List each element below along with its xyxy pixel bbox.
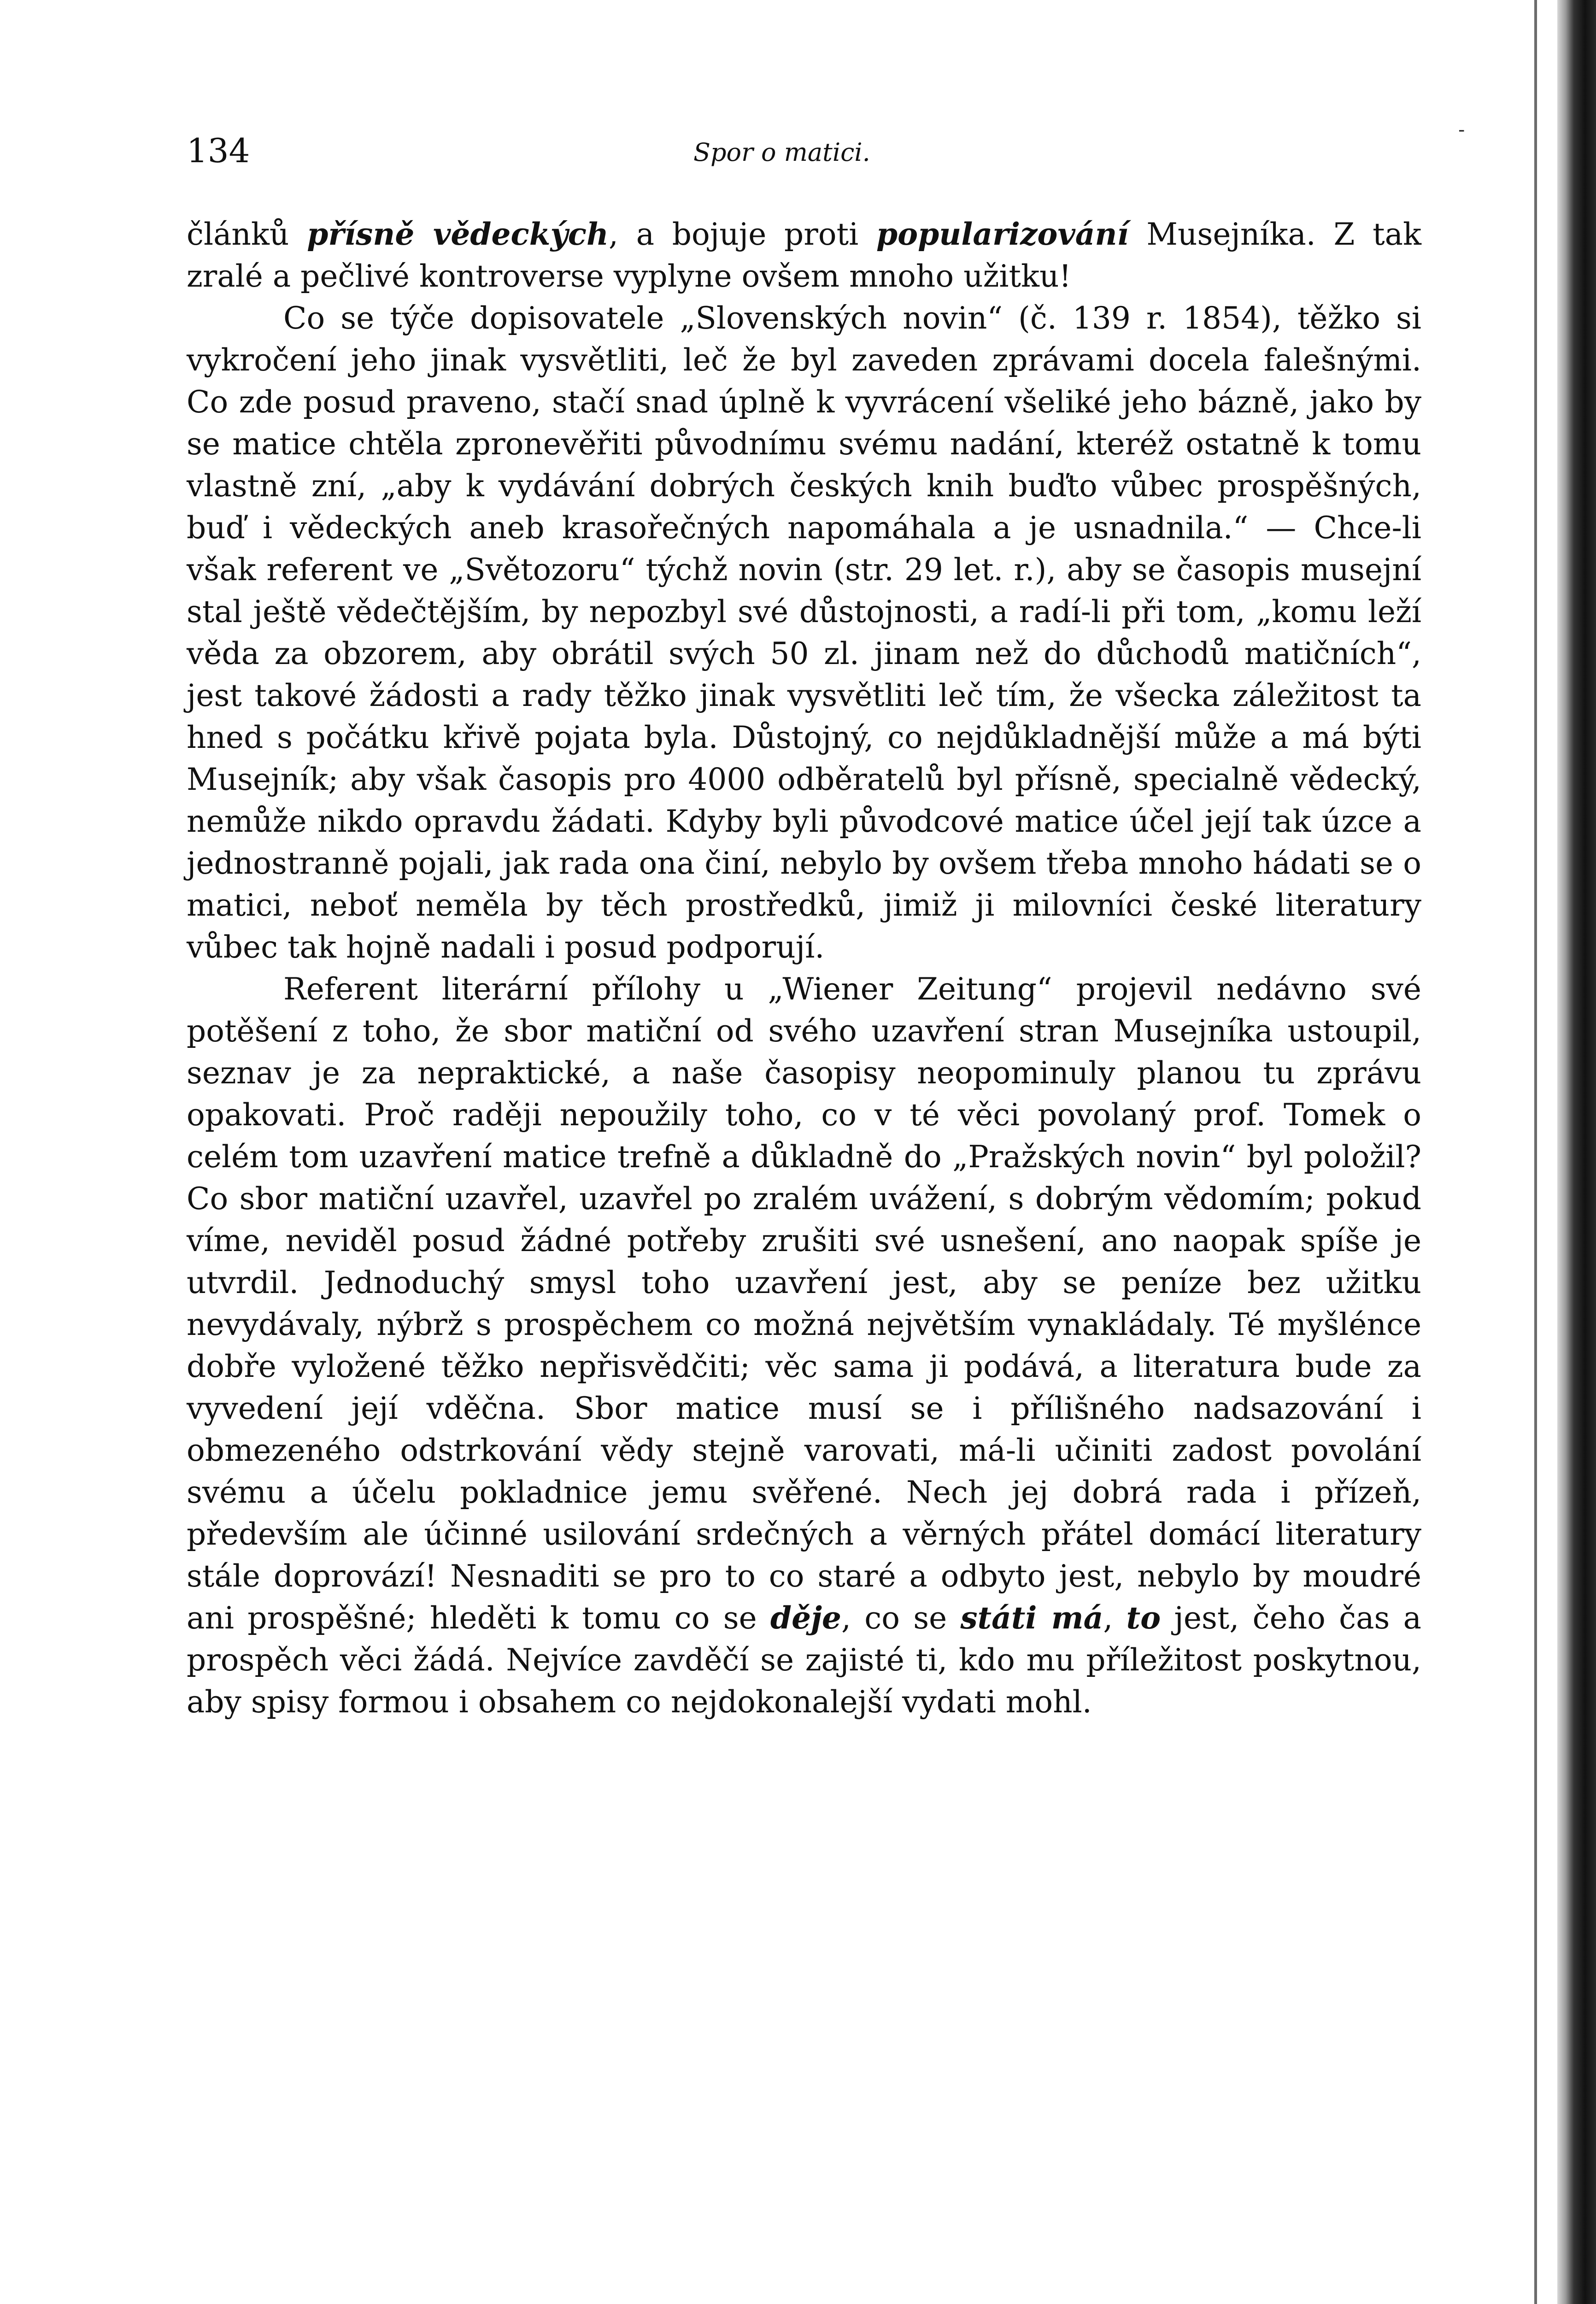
paragraph-2-text: Co se týče dopisovatele „Slovenských novin“ (č. 139 r. 1854), těžko si vykročení jeho jinak vysvětliti, leč že byl zaveden zprávami docela falešnými. Co zde posud praveno, stačí snad úplně k vyvrácení všeliké jeho bázně, jako by se matice chtěla zpronevěřiti původnímu svému nadání, kteréž ostatně k tomu vlastně zní, „aby k vydávání dobrých českých knih buďto vůbec prospěšných, buď i vědeckých aneb krasořečných napomáhala a je usnadnila.“ — Chce-li však referent ve „Světozoru“ týchž novin (str. 29 let. r.), aby se časopis musejní stal ještě vědečtějším, by nepozbyl své důstojnosti, a radí-li při tom, „komu leží věda za obzorem, aby obrátil svých 50 zl. jinam než do důchodů matičních“, jest takové žádosti a rady těžko jinak vysvětliti leč tím, že všecka záležitost ta hned s počátku křivě pojata byla. Důstojný, co nejdůkladnější může a má býti Musejník; aby však časopis pro 4000 odběratelů byl přísně, specialně vědecký, nemůže nikdo opravdu žádati. Kdyby byli původcové matice účel její tak úzce a jednostranně pojali, jak rada ona činí, nebylo by ovšem třeba mnoho hádati se o matici, neboť neměla by těch prostředků, jimiž ji milovníci české literatury vůbec tak hojně nadali i posud podporují. <box>187 300 1421 965</box>
paragraph-1-text-2: , a bojuje proti <box>608 217 876 252</box>
paragraph-1-text-3: Musejníka. Z tak zralé a pečlivé kontroverse vyplyne ovšem mnoho užitku! <box>187 217 1422 294</box>
paragraph-3-text-2: , co se <box>841 1600 961 1636</box>
emphasis-popularizovani: popularizování <box>876 216 1129 252</box>
emphasis-deje: děje <box>770 1600 841 1636</box>
page-edge-shadow <box>1557 0 1596 2304</box>
ink-mark: - <box>1458 119 1465 141</box>
paragraph-2 <box>187 297 1421 968</box>
paragraph-3-text-1: Referent literární přílohy u „Wiener Zeitung“ projevil nedávno své potěšení z toho, že sbor matiční od svého uzavření stran Musejníka ustoupil, seznav je za nepraktické, a naše časopisy neopominuly planou tu zprávu opakovati. Proč raději nepoužily toho, co v té věci povolaný prof. Tomek o celém tom uzavření matice trefně a důkladně do „Pražských novin“ byl položil? Co sbor matiční uzavřel, uzavřel po zralém uvážení, s dobrým vědomím; pokud víme, neviděl posud žádné potřeby zrušiti své usnešení, ano naopak spíše je utvrdil. Jednoduchý smysl toho uzavření jest, aby se peníze bez užitku nevydávaly, nýbrž s prospěchem co možná největším vynakládaly. Té myšlénce dobře vyložené těžko nepřisvědčiti; věc sama ji podává, a literatura bude za vyvedení její vděčna. Sbor matice musí se i přílišného nadsazování i obmezeného odstrkování vědy stejně varovati, má-li učiniti zadost povolání svému a účelu pokladnice jemu svěřené. Nech jej dobrá rada i přízeň, především ale účinné usilování srdečných a věrných přátel domácí literatury stále doprovází! Nesnaditi se pro to co staré a odbyto jest, nebylo by moudré ani prospěšné; hleděti k tomu co se <box>187 971 1421 1636</box>
emphasis-prisne-vedeckych: přísně vědeckých <box>307 216 609 252</box>
emphasis-stati-ma: státi má <box>960 1600 1103 1636</box>
page-number: 134 <box>187 131 250 170</box>
page-edge-line <box>1534 0 1537 2304</box>
paragraph-1 <box>187 213 1421 297</box>
paragraph-3-text-4: jest, čeho čas a prospěch věci žádá. Nejvíce zavděčí se zajisté ti, kdo mu příležitost poskytnou, aby spisy formou i obsahem co nejdokonalejší vydati mohl. <box>187 1600 1421 1720</box>
running-head: Spor o matici. <box>693 138 870 167</box>
paragraph-1-text-1: článků <box>187 217 307 252</box>
paragraph-3 <box>187 968 1421 1723</box>
emphasis-to: to <box>1126 1600 1161 1636</box>
page-header <box>187 119 1465 182</box>
body-text <box>187 213 1421 1723</box>
paragraph-3-text-3: , <box>1103 1600 1127 1636</box>
